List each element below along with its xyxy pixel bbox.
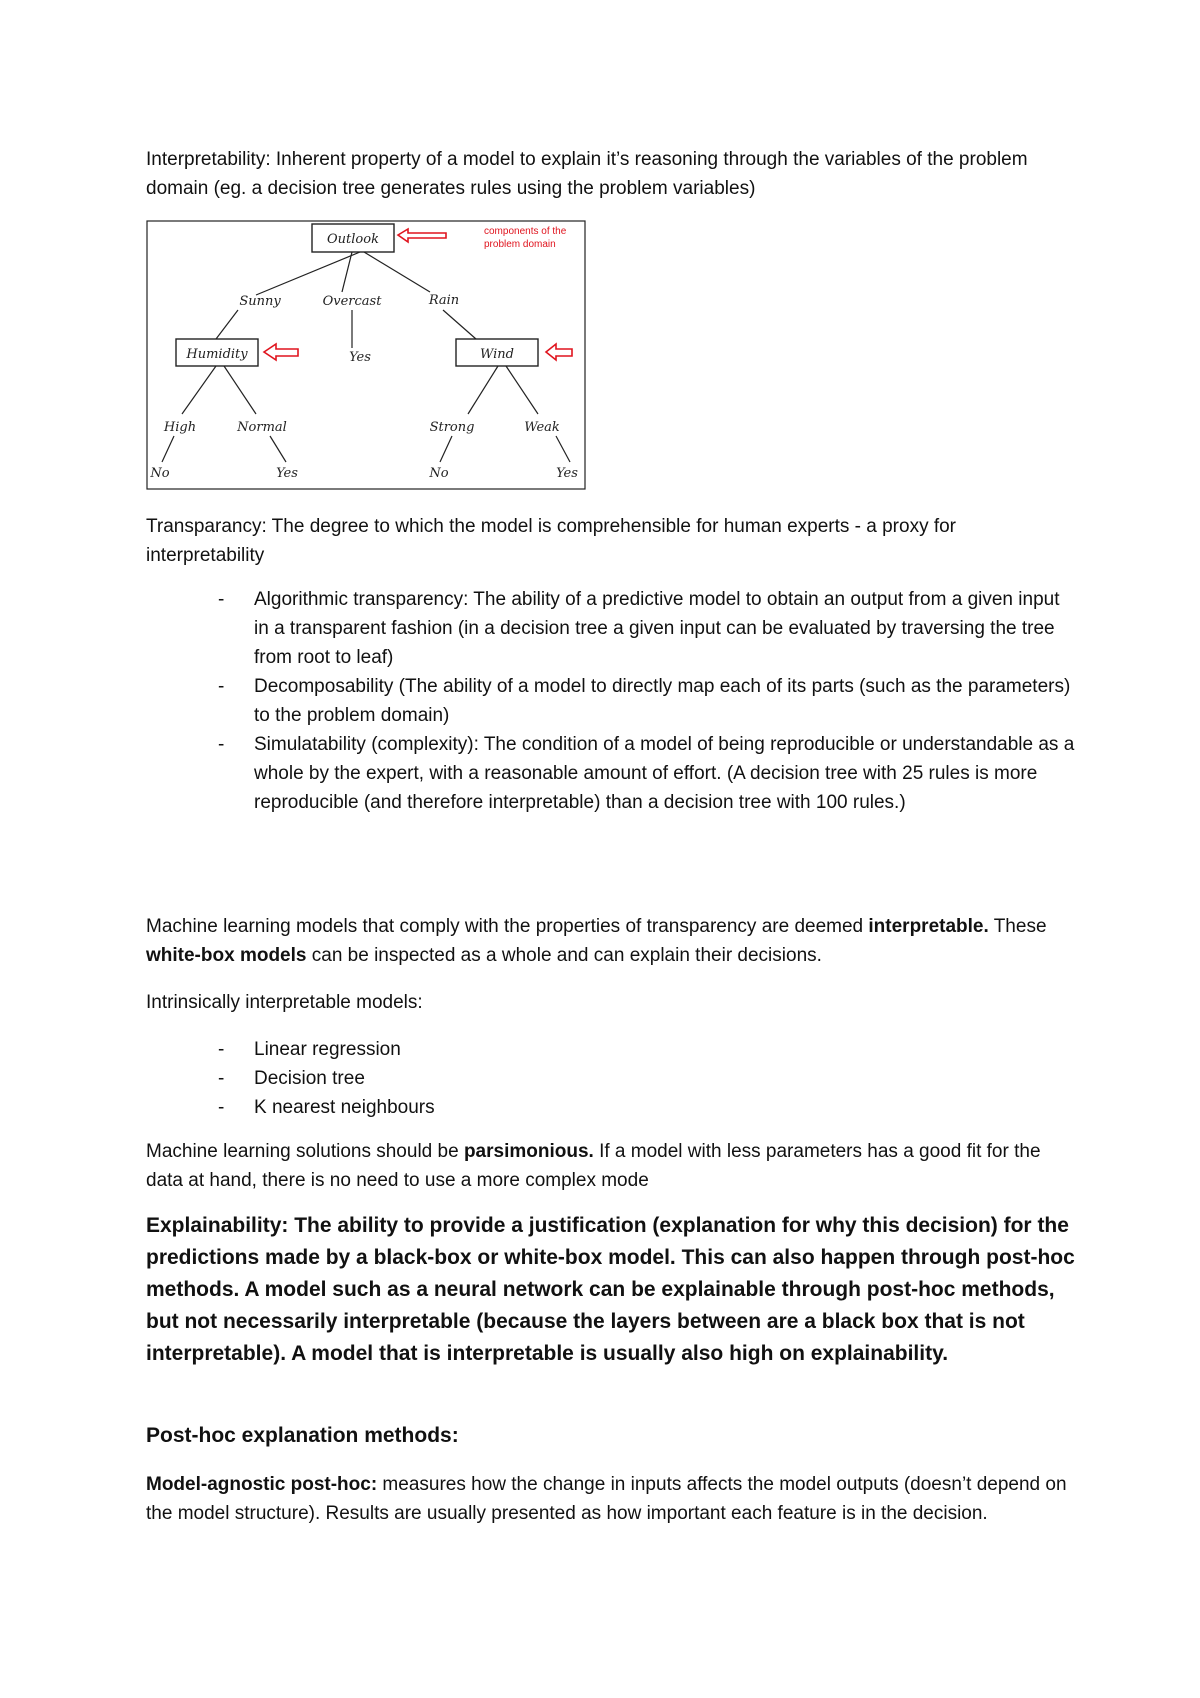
bullet-dash: - (218, 1097, 225, 1118)
list-item-text: Simulatability (complexity): The condition of a model of being reproducible or understandable as a whole by the expert, with a reasonable amount of effort. (A decision tree with 25 rules is more reproducible (and therefore interpretable) than a decision tree with 100 rules.) (254, 734, 1075, 813)
interpretability-paragraph (146, 145, 1076, 203)
list-item (146, 585, 1076, 672)
model-agnostic-paragraph (146, 1470, 1076, 1528)
list-item-text: Decomposability (The ability of a model to directly map each of its parts (such as the parameters) to the problem domain) (254, 676, 1071, 726)
leaf-high-no: No (150, 466, 170, 481)
branch-weak-label: Weak (524, 420, 560, 435)
posthoc-title: Post-hoc explanation methods: (146, 1424, 459, 1447)
leaf-overcast-yes: Yes (349, 350, 371, 365)
explainability-paragraph: Explainability: The ability to provide a justification (explanation for why this decision) for the predictions made by a black-box or white-box model. This can also happen through post-hoc methods. A model such as a neural network can be explainable through post-hoc methods, but not necessarily interpretable (because the layers between are a black box that is not interpretable). A model that is interpretable is usually also high on explainability. (146, 1214, 1075, 1365)
branch-overcast-label: Overcast (322, 294, 382, 309)
branch-strong-label: Strong (429, 420, 475, 435)
whitebox-text-2: These (988, 916, 1047, 937)
whitebox-text-1: Machine learning models that comply with the properties of transparency are deemed (146, 916, 869, 937)
intrinsic-title: Intrinsically interpretable models: (146, 992, 423, 1013)
branch-rain-label: Rain (428, 293, 460, 308)
bullet-dash: - (218, 676, 225, 697)
transparency-paragraph: Transparancy: The degree to which the model is comprehensible for human experts - a proxy for interpretability (146, 516, 957, 566)
node-wind-label: Wind (480, 347, 514, 362)
list-item (146, 1064, 1076, 1093)
branch-high-label: High (163, 420, 197, 435)
list-item (146, 1035, 1076, 1064)
list-item (146, 730, 1076, 817)
whitebox-bold-2: white-box models (146, 945, 307, 966)
bullet-dash: - (218, 1068, 225, 1089)
parsimony-text-2: If a model with less parameters has a good fit for the data at hand, there is no need to use a more complex mode (146, 1141, 1041, 1191)
branch-sunny-label: Sunny (239, 294, 281, 309)
model-agnostic-term: Model-agnostic post-hoc: (146, 1474, 378, 1495)
whitebox-paragraph (146, 912, 1076, 970)
parsimony-paragraph (146, 1137, 1076, 1195)
list-item-text: Algorithmic transparency: The ability of a predictive model to obtain an output from a given input in a transparent fashion (in a decision tree a given input can be evaluated by traversing the tree from root to leaf) (254, 589, 1060, 668)
annotation-line-2: problem domain (484, 239, 556, 250)
list-item (146, 1093, 1076, 1122)
node-outlook-label: Outlook (327, 232, 379, 247)
bullet-dash: - (218, 734, 225, 755)
interpretability-term: Interpretability: (146, 149, 271, 170)
list-item-text: Linear regression (254, 1039, 401, 1060)
annotation-line-1: components of the (484, 226, 567, 237)
leaf-weak-yes: Yes (556, 466, 578, 481)
whitebox-text-3: can be inspected as a whole and can explain their decisions. (306, 945, 822, 966)
model-agnostic-text: measures how the change in inputs affects the model outputs (doesn’t depend on the model structure). Results are usually presented as how important each feature is in the decision. (146, 1474, 1067, 1524)
intrinsic-list (146, 1035, 1076, 1122)
list-item-text: Decision tree (254, 1068, 365, 1089)
leaf-strong-no: No (429, 466, 449, 481)
branch-normal-label: Normal (237, 420, 287, 435)
list-item (146, 672, 1076, 730)
parsimony-text-1: Machine learning solutions should be (146, 1141, 464, 1162)
transparency-list (146, 585, 1076, 817)
bullet-dash: - (218, 1039, 225, 1060)
interpretability-definition: Inherent property of a model to explain it’s reasoning through the variables of the problem domain (eg. a decision tree generates rules using the problem variables) (146, 149, 1028, 199)
list-item-text: K nearest neighbours (254, 1097, 435, 1118)
decision-tree-diagram (146, 220, 586, 490)
node-humidity-label: Humidity (186, 347, 248, 362)
leaf-normal-yes: Yes (276, 466, 298, 481)
whitebox-bold-1: interpretable. (868, 916, 989, 937)
parsimony-bold: parsimonious. (463, 1141, 594, 1162)
bullet-dash: - (218, 589, 225, 610)
